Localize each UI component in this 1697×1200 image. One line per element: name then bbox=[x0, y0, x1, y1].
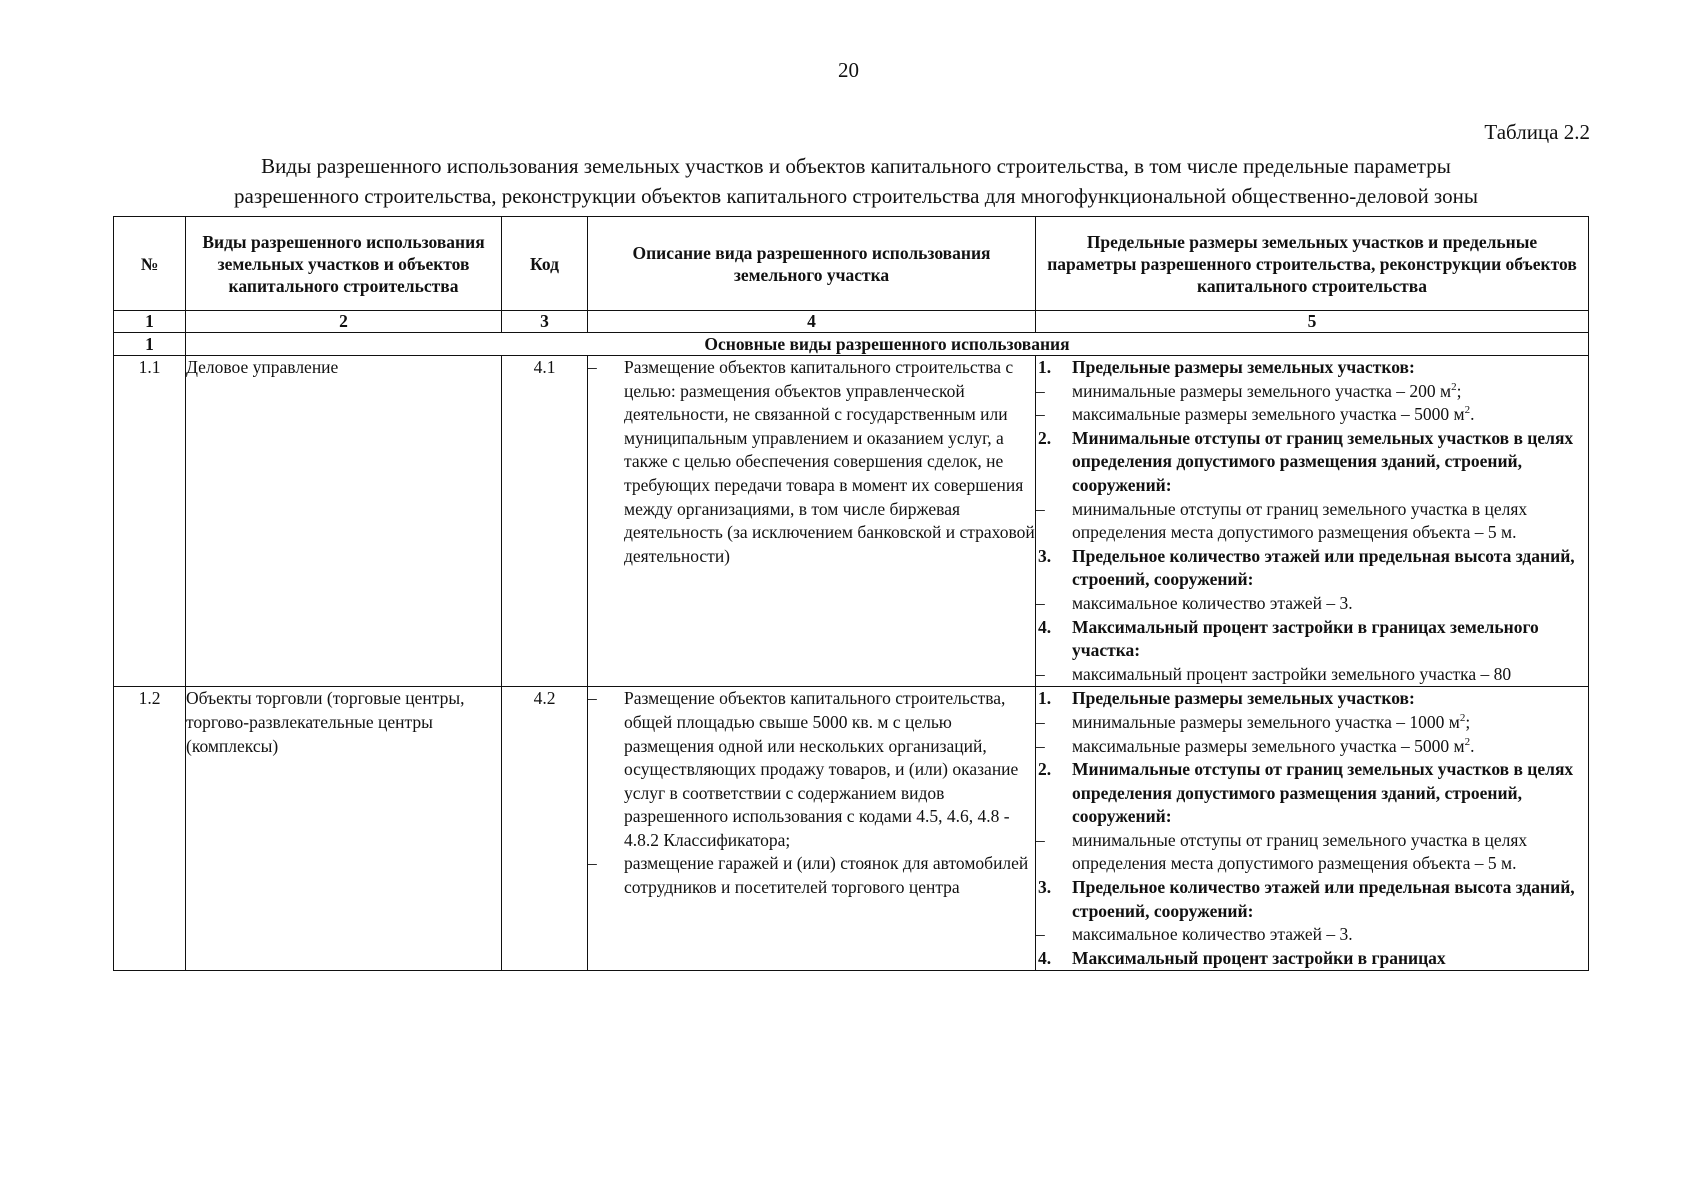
item-text bbox=[1072, 758, 1588, 829]
item-punctuation: . bbox=[1470, 404, 1475, 425]
column-number-row bbox=[114, 311, 1589, 333]
row-description bbox=[588, 356, 1036, 687]
section-row bbox=[114, 333, 1589, 356]
row-params bbox=[1036, 687, 1589, 971]
header-kind: Виды разрешенного использования земельных участков и объектов капитального строительства bbox=[186, 217, 502, 311]
item-main-text: Размещение объектов капитального строительства с целью: размещения объектов управленческой деятельности, не связанной с государственным или муниципальным управлением и оказанием услуг, а также с целью обеспечения совершения сделок, не требующих передачи товара в момент их совершения между организациями, в том числе биржевая деятельность (за исключением банковской и страховой деятельности) bbox=[624, 357, 1035, 566]
item-text bbox=[624, 356, 1035, 568]
header-row bbox=[114, 217, 1589, 311]
row-name: Объекты торговли (торговые центры, торгово-развлекательные центры (комплексы) bbox=[186, 687, 502, 971]
item-main-text: Предельные размеры земельных участков: bbox=[1072, 688, 1415, 709]
dash-marker: – bbox=[1036, 711, 1045, 732]
param-heading bbox=[1036, 687, 1588, 711]
item-main-text: максимальный процент застройки земельного участка – 80 bbox=[1072, 663, 1512, 684]
item-number: 1. bbox=[1038, 357, 1052, 377]
param-item bbox=[1036, 403, 1588, 427]
header-code: Код bbox=[502, 217, 588, 311]
item-text bbox=[1072, 498, 1588, 545]
item-punctuation: ; bbox=[1456, 380, 1462, 401]
header-params: Предельные размеры земельных участков и предельные параметры разрешенного строительства, реконструкции объектов капитального строительства bbox=[1036, 217, 1589, 311]
table-row bbox=[114, 687, 1589, 971]
item-number: 4. bbox=[1038, 616, 1052, 637]
dash-marker: – bbox=[588, 357, 597, 377]
section-num: 1 bbox=[114, 333, 186, 356]
table-label: Таблица 2.2 bbox=[1484, 120, 1590, 144]
param-item bbox=[1036, 592, 1588, 616]
item-number: 4. bbox=[1038, 947, 1052, 968]
param-item bbox=[1036, 735, 1588, 759]
item-text bbox=[1072, 427, 1588, 498]
item-number: 1. bbox=[1038, 688, 1052, 709]
dash-marker: – bbox=[588, 688, 597, 709]
item-main-text: Максимальный процент застройки в границах bbox=[1072, 947, 1446, 968]
dash-marker: – bbox=[1036, 380, 1045, 401]
description-item bbox=[588, 687, 1035, 852]
item-main-text: Предельное количество этажей или предельная высота зданий, строений, сооружений: bbox=[1072, 545, 1575, 590]
item-number: 2. bbox=[1038, 759, 1052, 780]
item-main-text: максимальные размеры земельного участка – 5000 м bbox=[1072, 404, 1465, 425]
param-item bbox=[1036, 380, 1588, 404]
row-code: 4.2 bbox=[502, 687, 588, 971]
param-item bbox=[1036, 923, 1588, 947]
column-number: 4 bbox=[588, 311, 1036, 333]
item-main-text: максимальное количество этажей – 3. bbox=[1072, 924, 1353, 945]
dash-marker: – bbox=[1036, 498, 1045, 519]
item-text bbox=[1072, 592, 1588, 616]
table-caption bbox=[112, 151, 1600, 211]
item-main-text: Минимальные отступы от границ земельных участков в целях определения допустимого размещения зданий, строений, сооружений: bbox=[1072, 759, 1574, 827]
item-text bbox=[1072, 876, 1588, 923]
param-heading bbox=[1036, 876, 1588, 923]
param-heading bbox=[1036, 427, 1588, 498]
row-name: Деловое управление bbox=[186, 356, 502, 687]
item-text bbox=[1072, 923, 1588, 947]
param-heading bbox=[1036, 947, 1588, 971]
item-main-text: максимальное количество этажей – 3. bbox=[1072, 592, 1353, 613]
item-main-text: минимальные размеры земельного участка – 1000 м bbox=[1072, 711, 1460, 732]
row-num: 1.1 bbox=[114, 356, 186, 687]
column-number: 5 bbox=[1036, 311, 1589, 333]
item-main-text: Предельное количество этажей или предельная высота зданий, строений, сооружений: bbox=[1072, 877, 1575, 921]
description-item bbox=[588, 852, 1035, 899]
table-row bbox=[114, 356, 1589, 687]
item-text bbox=[624, 852, 1035, 899]
item-main-text: минимальные отступы от границ земельного участка в целях определения места допустимого размещения объекта – 5 м. bbox=[1072, 829, 1528, 874]
item-text bbox=[1072, 829, 1588, 876]
column-number: 3 bbox=[502, 311, 588, 333]
page-number: 20 bbox=[838, 58, 859, 82]
param-heading bbox=[1036, 356, 1588, 380]
header-num: № bbox=[114, 217, 186, 311]
dash-marker: – bbox=[588, 853, 597, 874]
dash-marker: – bbox=[1036, 592, 1045, 613]
item-main-text: размещение гаражей и (или) стоянок для автомобилей сотрудников и посетителей торгового центра bbox=[624, 853, 1029, 898]
description-item bbox=[588, 356, 1035, 568]
item-text bbox=[1072, 735, 1588, 759]
param-item bbox=[1036, 498, 1588, 545]
param-item bbox=[1036, 663, 1588, 687]
caption-line: разрешенного строительства, реконструкции объектов капитального строительства для многофункциональной общественно-деловой зоны bbox=[234, 184, 1478, 208]
item-main-text: минимальные размеры земельного участка – 200 м bbox=[1072, 380, 1452, 401]
permitted-use-table bbox=[113, 216, 1589, 971]
dash-marker: – bbox=[1036, 924, 1045, 945]
item-text bbox=[1072, 663, 1588, 687]
column-number: 1 bbox=[114, 311, 186, 333]
item-text bbox=[1072, 947, 1588, 971]
item-number: 3. bbox=[1038, 877, 1052, 898]
dash-marker: – bbox=[1036, 735, 1045, 756]
item-main-text: минимальные отступы от границ земельного участка в целях определения места допустимого размещения объекта – 5 м. bbox=[1072, 498, 1528, 543]
item-main-text: Размещение объектов капитального строительства, общей площадью свыше 5000 кв. м с целью размещения одной или нескольких организаций, осуществляющих продажу товаров, и (или) оказание услуг в соответствии с содержанием видов разрешенного использования с кодами 4.5, 4.6, 4.8 - 4.8.2 Классификатора; bbox=[624, 688, 1019, 850]
item-main-text: Предельные размеры земельных участков: bbox=[1072, 357, 1415, 377]
row-num: 1.2 bbox=[114, 687, 186, 971]
dash-marker: – bbox=[1036, 663, 1045, 684]
item-punctuation: ; bbox=[1465, 711, 1471, 732]
unit-superscript: 2 bbox=[1464, 735, 1471, 748]
item-text bbox=[1072, 545, 1588, 592]
header-description: Описание вида разрешенного использования земельного участка bbox=[588, 217, 1036, 311]
param-heading bbox=[1036, 616, 1588, 663]
item-main-text: Максимальный процент застройки в границах земельного участка: bbox=[1072, 616, 1539, 661]
unit-superscript: 2 bbox=[1459, 712, 1466, 725]
item-text bbox=[1072, 687, 1588, 711]
item-text bbox=[1072, 711, 1588, 735]
unit-superscript: 2 bbox=[1464, 404, 1471, 417]
row-description bbox=[588, 687, 1036, 971]
param-item bbox=[1036, 829, 1588, 876]
row-code: 4.1 bbox=[502, 356, 588, 687]
unit-superscript: 2 bbox=[1451, 380, 1457, 393]
item-text bbox=[1072, 403, 1588, 427]
item-text bbox=[1072, 616, 1588, 663]
item-text bbox=[1072, 380, 1588, 404]
item-text bbox=[1072, 356, 1588, 380]
param-heading bbox=[1036, 758, 1588, 829]
param-heading bbox=[1036, 545, 1588, 592]
row-params bbox=[1036, 356, 1589, 687]
item-number: 3. bbox=[1038, 545, 1052, 566]
item-punctuation: . bbox=[1470, 735, 1475, 756]
param-item bbox=[1036, 711, 1588, 735]
item-number: 2. bbox=[1038, 427, 1052, 448]
item-main-text: Минимальные отступы от границ земельных участков в целях определения допустимого размещения зданий, строений, сооружений: bbox=[1072, 427, 1574, 495]
dash-marker: – bbox=[1036, 829, 1045, 850]
dash-marker: – bbox=[1036, 404, 1045, 425]
section-title: Основные виды разрешенного использования bbox=[186, 333, 1589, 356]
caption-line: Виды разрешенного использования земельных участков и объектов капитального строительства, в том числе предельные параметры bbox=[261, 154, 1451, 178]
column-number: 2 bbox=[186, 311, 502, 333]
item-main-text: максимальные размеры земельного участка – 5000 м bbox=[1072, 735, 1465, 756]
item-text bbox=[624, 687, 1035, 852]
